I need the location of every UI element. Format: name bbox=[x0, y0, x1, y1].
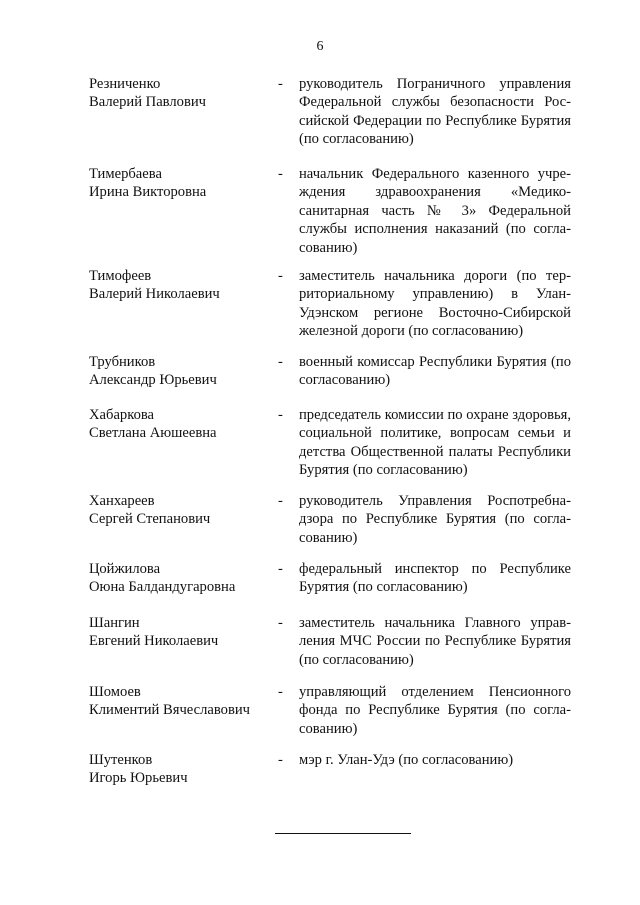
member-given-names: Евгений Николаевич bbox=[89, 633, 219, 650]
separator-dash: - bbox=[278, 493, 283, 509]
member-name bbox=[89, 406, 269, 443]
separator-dash: - bbox=[278, 354, 283, 370]
member-surname: Цойжилова bbox=[89, 561, 161, 577]
member-surname: Шутенков bbox=[89, 752, 153, 768]
member-name bbox=[89, 683, 269, 720]
separator-dash: - bbox=[278, 268, 283, 284]
member-given-names: Валерий Павлович bbox=[89, 94, 206, 111]
member-name bbox=[89, 751, 269, 788]
member-given-names: Александр Юрьевич bbox=[89, 372, 217, 389]
member-role: федеральный инспектор по Республике Бурятия (по согласованию) bbox=[299, 561, 571, 596]
member-given-names: Сергей Степанович bbox=[89, 511, 211, 528]
separator-dash: - bbox=[278, 684, 283, 700]
separator-dash: - bbox=[278, 76, 283, 92]
member-name bbox=[89, 560, 269, 597]
member-given-names: Светлана Аюшеевна bbox=[89, 425, 217, 442]
separator-dash: - bbox=[278, 407, 283, 423]
member-surname: Резниченко bbox=[89, 76, 161, 92]
member-role: управляющий отделением Пенсионного фонда по Республике Бурятия (по согласованию) bbox=[299, 684, 571, 737]
member-surname: Ханхареев bbox=[89, 493, 155, 509]
member-name bbox=[89, 267, 269, 304]
member-surname: Тимербаева bbox=[89, 166, 162, 182]
end-of-list-rule bbox=[275, 833, 411, 834]
separator-dash: - bbox=[278, 752, 283, 768]
member-role: руководитель Пограничного управления Федеральной службы безопасности Российской Федерации по Республике Бурятия (по согласованию) bbox=[299, 76, 571, 148]
member-name bbox=[89, 353, 269, 390]
member-given-names: Валерий Николаевич bbox=[89, 286, 220, 303]
separator-dash: - bbox=[278, 166, 283, 182]
member-given-names: Климентий Вячеславович bbox=[89, 702, 250, 719]
member-name bbox=[89, 165, 269, 202]
member-role: мэр г. Улан-Удэ (по согласованию) bbox=[299, 752, 514, 768]
separator-dash: - bbox=[278, 615, 283, 631]
member-surname: Шангин bbox=[89, 615, 140, 631]
member-surname: Тимофеев bbox=[89, 268, 152, 284]
member-role: председатель комиссии по охране здоровья, социальной политике, вопросам семьи и детства Общественной палаты Республики Бурятия (по согласованию) bbox=[299, 407, 571, 479]
member-given-names: Оюна Балдандугаровна bbox=[89, 579, 236, 596]
member-name bbox=[89, 75, 269, 112]
member-role: начальник Федерального казенного учреждения здравоохранения «Медико-санитарная часть № 3» Федеральной службы исполнения наказаний (по согласованию) bbox=[299, 166, 571, 256]
member-given-names: Ирина Викторовна bbox=[89, 184, 207, 201]
page-number: 6 bbox=[316, 39, 324, 54]
member-role: военный комиссар Республики Бурятия (по согласованию) bbox=[299, 354, 571, 389]
separator-dash: - bbox=[278, 561, 283, 577]
member-name bbox=[89, 614, 269, 651]
member-surname: Хабаркова bbox=[89, 407, 155, 423]
member-role: руководитель Управления Роспотребнадзора по Республике Бурятия (по согласованию) bbox=[299, 493, 571, 546]
member-surname: Трубников bbox=[89, 354, 156, 370]
member-given-names: Игорь Юрьевич bbox=[89, 770, 188, 787]
member-role: заместитель начальника Главного управления МЧС России по Республике Бурятия (по согласованию) bbox=[299, 615, 571, 668]
member-role: заместитель начальника дороги (по территориальному управлению) в Улан-Удэнском регионе Восточно-Сибирской железной дороги (по согласованию) bbox=[299, 268, 571, 340]
member-surname: Шомоев bbox=[89, 684, 141, 700]
member-name bbox=[89, 492, 269, 529]
